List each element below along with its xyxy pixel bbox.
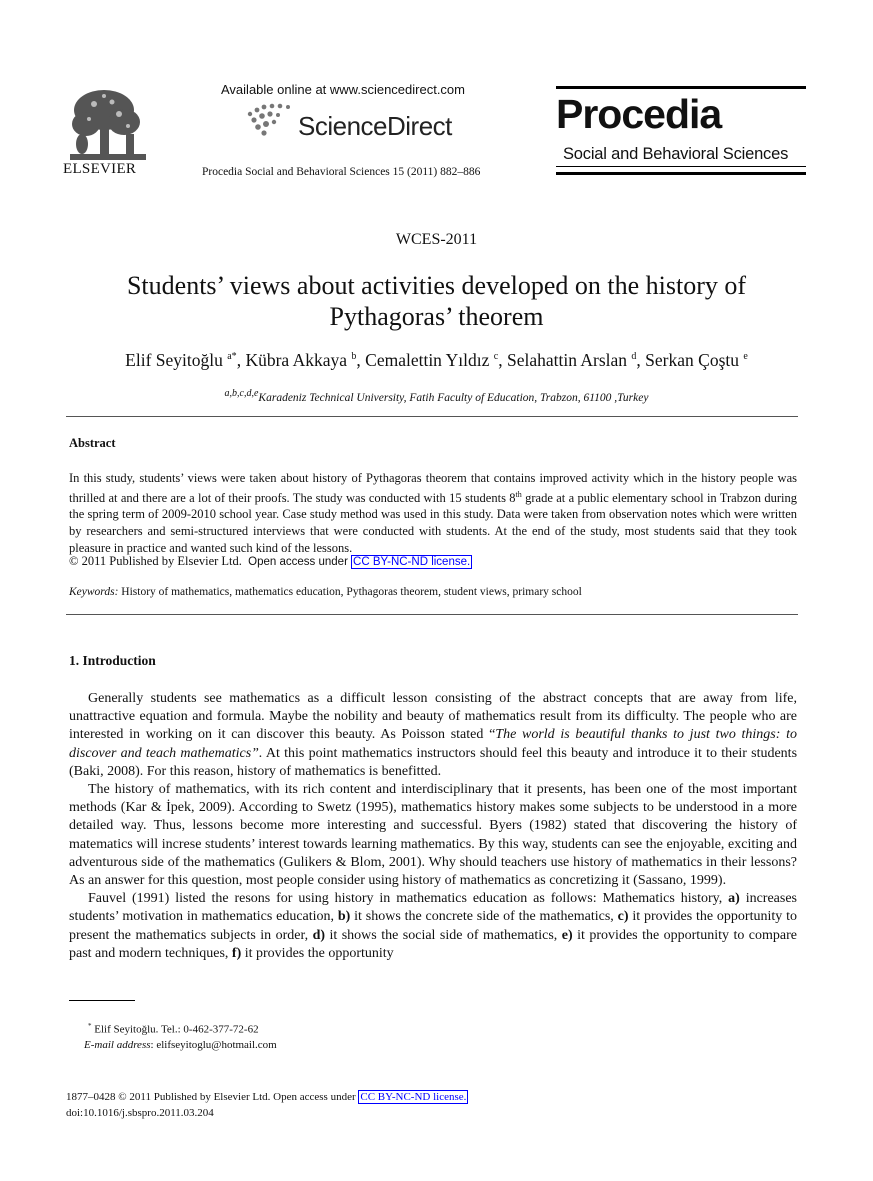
list-text: it shows the social side of mathematics, xyxy=(325,927,562,943)
affiliation xyxy=(0,388,873,404)
list-text: it provides the opportunity to compare past and modern techniques, xyxy=(69,927,797,961)
procedia-subtitle: Social and Behavioral Sciences xyxy=(563,145,789,163)
title-line-2: Pythagoras’ theorem xyxy=(329,302,544,331)
conference-name: WCES-2011 xyxy=(395,231,478,248)
paragraph-text: At this point mathematics instructors should feel this beauty and introduce it to their students (Baki, 2008). For this reason, history of mathematics is benefitted. xyxy=(69,745,798,779)
list-label: f) xyxy=(231,945,242,961)
poisson-quote: The world is beautiful thanks to just two things: to discover and teach mathematics”. xyxy=(69,727,797,761)
footer-doi[interactable]: doi:10.1016/j.sbspro.2011.03.204 xyxy=(66,1107,214,1119)
author-name: Kübra Akkaya xyxy=(245,350,348,370)
affiliation-text: Karadeniz Technical University, Fatih Faculty of Education, Trabzon, 61100 ,Turkey xyxy=(258,391,649,404)
paragraph xyxy=(69,890,797,963)
author-affiliation-mark: e xyxy=(743,351,748,363)
keywords-text: History of mathematics, mathematics education, Pythagoras theorem, student views, primary school xyxy=(121,586,582,598)
affiliation-marks: a,b,c,d,e xyxy=(224,388,259,399)
paragraph-text: Fauvel (1991) listed the resons for using history in mathematics education as follows: Mathematics history, xyxy=(88,891,723,907)
abstract-text-part-2: grade at a public elementary school in Trabzon during the spring term of 2009-2010 school year. Case study method was used in this study. Data were taken from observation notes which were written by researchers and semi-structured interviews that were conducted with students. At the end of the study, most students said that they took pleasure in practice and wanted such kind of the lessons. xyxy=(69,490,797,555)
footnote-rule xyxy=(69,1000,135,1001)
paragraph xyxy=(69,690,797,781)
abstract-bottom-rule xyxy=(66,614,798,615)
procedia-rule-top xyxy=(556,86,806,89)
footnote-mark: * xyxy=(88,1022,92,1030)
section-body xyxy=(69,690,797,963)
abstract-heading: Abstract xyxy=(69,436,116,450)
footnote-email xyxy=(84,1039,277,1051)
abstract-copyright xyxy=(69,554,472,569)
author-name: Cemalettin Yıldız xyxy=(365,350,490,370)
abstract-text-part-1: In this study, students’ views were taken about history of Pythagoras theorem that contains improved activity which in the history people was thrilled at and there are a lot of their proofs. The study was conducted with 15 students 8 xyxy=(69,471,797,505)
list-text: it shows the concrete side of the mathematics, xyxy=(350,909,618,925)
list-text: increases students’ motivation in mathematics education, xyxy=(69,891,798,925)
footer-license-link[interactable]: CC BY-NC-ND license. xyxy=(360,1091,467,1103)
author-affiliation-mark: a* xyxy=(227,351,237,363)
license-link[interactable]: CC BY-NC-ND license. xyxy=(353,556,471,568)
procedia-logo-text: Procedia xyxy=(556,91,722,137)
list-label: c) xyxy=(617,909,629,925)
title-line-1: Students’ views about activities developed on the history of xyxy=(126,271,747,300)
abstract-top-rule xyxy=(66,416,798,417)
footer-issn xyxy=(66,1091,468,1103)
author-name: Selahattin Arslan xyxy=(506,350,628,370)
list-text: it provides the opportunity xyxy=(241,945,394,961)
sciencedirect-logo-text: ScienceDirect xyxy=(298,111,452,141)
paragraph: The history of mathematics, with its rich content and interdisciplinary that it presents, has been one of the most important methods (Kar & İpek, 2009). According to Swetz (1995), mathematics history makes some subjects to be understood in a more detailed way. Thus, lessons become more interesting and successful. Byers (1982) stated that discovering the history of matematics will increse students’ interest towards learning mathematics. By this way, students can see the enjoyable, exciting and adventurous side of the mathematics (Gulikers & Blom, 2001). Why should teachers use history of mathematics in their lessons? As an answer for this question, most people consider using history of mathematics as concretizing it (Sassano, 1999). xyxy=(69,782,797,889)
procedia-rule-bottom-thick xyxy=(556,172,806,175)
list-label: a) xyxy=(728,891,740,907)
list-label: e) xyxy=(561,927,573,943)
elsevier-tree-icon xyxy=(64,84,150,164)
abstract-text xyxy=(69,470,797,556)
paper-title xyxy=(80,270,793,332)
keywords-label: Keywords: xyxy=(69,586,119,598)
footnote-text: Elif Seyitoğlu. Tel.: 0-462-377-72-62 xyxy=(94,1023,259,1036)
author-name: Elif Seyitoğlu xyxy=(125,350,223,370)
email-address[interactable]: : elifseyitoglu@hotmail.com xyxy=(150,1039,277,1051)
section-heading: 1. Introduction xyxy=(69,653,156,668)
paragraph-text: Generally students see mathematics as a difficult lesson consisting of the abstract concepts that are away from life, unattractive equation and formula. Maybe the nobility and beauty of mathematics result from its difficulty. The people who are interested in working on it can discover this beauty. As Poisson stated “ xyxy=(69,691,797,743)
list-text: it provides the opportunity to present the mathematics subjects in order, xyxy=(69,909,797,943)
abstract-superscript: th xyxy=(515,489,522,499)
author-affiliation-mark: d xyxy=(631,351,637,363)
footnote-contact xyxy=(88,1022,259,1036)
copyright-text: © 2011 Published by Elsevier Ltd. xyxy=(69,554,242,568)
journal-citation: Procedia Social and Behavioral Sciences 15 (2011) 882–886 xyxy=(202,166,481,178)
list-label: b) xyxy=(337,909,351,925)
open-access-text: Open access under xyxy=(248,556,348,568)
elsevier-logo-text: ELSEVIER xyxy=(63,161,137,177)
footer-text: 1877–0428 © 2011 Published by Elsevier Ltd. Open access under xyxy=(66,1091,356,1103)
author-name: Serkan Çoştu xyxy=(645,350,739,370)
procedia-rule-bottom-thin xyxy=(556,166,806,167)
sciencedirect-dots-icon xyxy=(244,102,304,138)
keywords xyxy=(69,586,582,598)
available-online-text: Available online at www.sciencedirect.com xyxy=(221,82,465,97)
author-affiliation-mark: b xyxy=(351,351,357,363)
list-label: d) xyxy=(312,927,326,943)
author-affiliation-mark: c xyxy=(493,351,499,363)
email-label: E-mail address xyxy=(84,1039,151,1051)
author-list: Elif Seyitoğlu $^{a*}$, Kübra Akkaya $^b$, Cemalettin Yıldız $^c$, Selahattin Arslan $^d$, Serkan Çoştu $^e$ xyxy=(125,350,748,370)
